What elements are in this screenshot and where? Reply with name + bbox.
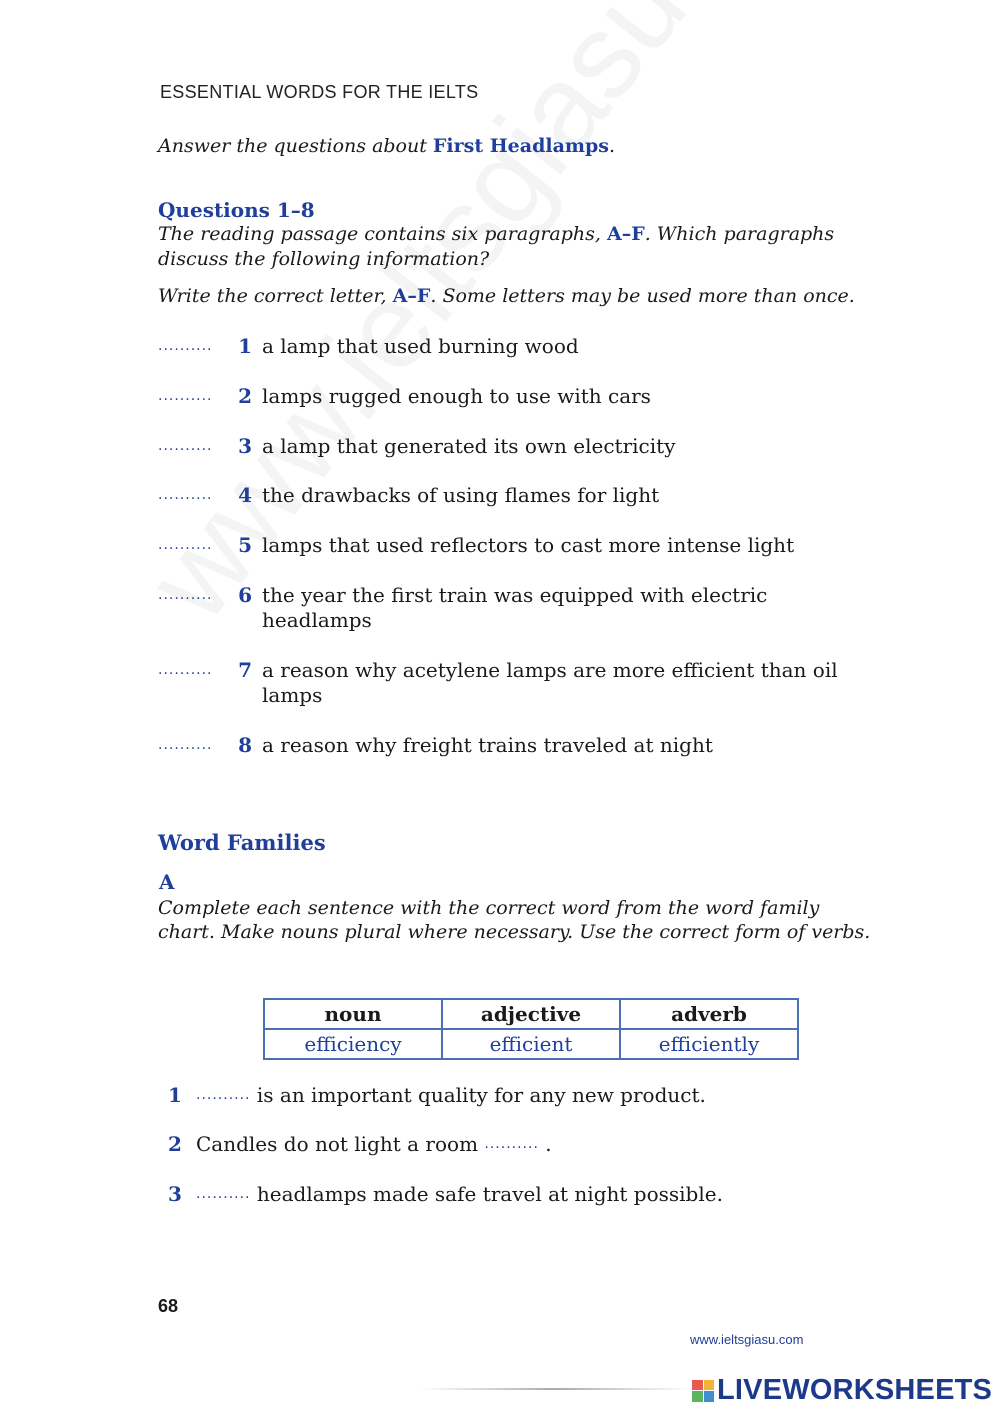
intro-instruction <box>158 135 615 157</box>
section-label: A <box>159 870 175 894</box>
question-number: 8 <box>238 733 252 757</box>
answer-blank[interactable]: .......... <box>158 537 213 553</box>
table-row <box>264 1029 798 1059</box>
table-cell: efficiently <box>620 1029 798 1059</box>
question-text: the drawbacks of using flames for light <box>262 483 660 507</box>
instruction-text-a: The reading passage contains six paragraphs, <box>158 223 607 245</box>
answer-blank[interactable]: .......... <box>158 438 213 454</box>
sentence-item <box>168 1182 723 1206</box>
word-family-table <box>263 998 799 1060</box>
answer-blank[interactable]: .......... <box>484 1136 539 1152</box>
answer-blank[interactable]: .......... <box>158 662 213 678</box>
sentence-after: headlamps made safe travel at night possible. <box>250 1182 723 1206</box>
liveworksheets-brand[interactable] <box>692 1374 992 1407</box>
liveworksheets-logo-icon <box>692 1380 714 1402</box>
question-text: lamps that used reflectors to cast more intense light <box>262 533 795 557</box>
intro-suffix: . <box>608 135 616 157</box>
instruction-range: A–F <box>606 223 645 245</box>
instruction2-text-a: Write the correct letter, <box>158 285 393 307</box>
table-cell: efficiency <box>264 1029 442 1059</box>
table-header: adverb <box>620 999 798 1029</box>
question-number: 5 <box>238 533 252 557</box>
answer-blank[interactable]: .......... <box>158 487 213 503</box>
table-header: noun <box>264 999 442 1029</box>
question-text: a lamp that used burning wood <box>262 334 579 358</box>
question-text: the year the first train was equipped with electric headlamps <box>262 583 768 632</box>
answer-blank[interactable]: .......... <box>158 737 213 753</box>
sentence-number: 1 <box>168 1083 182 1107</box>
question-item <box>158 334 878 359</box>
brand-name: LIVEWORKSHEETS <box>717 1374 993 1406</box>
sentence-item <box>168 1083 706 1107</box>
instruction-text-line2: discuss the following information? <box>158 248 490 270</box>
sentence-before: Candles do not light a room <box>196 1132 485 1156</box>
question-number: 4 <box>238 483 252 507</box>
sentence-number: 3 <box>168 1182 182 1206</box>
answer-blank[interactable]: .......... <box>158 587 213 603</box>
question-item <box>158 434 878 459</box>
question-item <box>158 483 878 508</box>
question-item <box>158 658 878 708</box>
instruction-text-b: . Which paragraphs <box>644 223 835 245</box>
question-text: a reason why freight trains traveled at night <box>262 733 713 757</box>
questions-instruction-2 <box>158 284 918 309</box>
answer-blank[interactable]: .......... <box>196 1087 251 1103</box>
table-cell: efficient <box>442 1029 620 1059</box>
question-number: 6 <box>238 583 252 607</box>
website-link[interactable]: www.ieltsgiasu.com <box>690 1332 804 1347</box>
sentence-after: . <box>538 1132 552 1156</box>
question-item <box>158 583 798 633</box>
question-item <box>158 384 878 409</box>
footer-divider <box>420 1388 690 1390</box>
question-number: 1 <box>238 334 252 358</box>
question-item <box>158 533 878 558</box>
questions-title: Questions 1–8 <box>158 198 315 222</box>
question-number: 2 <box>238 384 252 408</box>
question-number: 7 <box>238 658 252 682</box>
sentence-number: 2 <box>168 1132 182 1156</box>
sentence-item <box>168 1132 552 1156</box>
answer-blank[interactable]: .......... <box>158 388 213 404</box>
question-text: lamps rugged enough to use with cars <box>262 384 651 408</box>
page-number: 68 <box>158 1296 179 1316</box>
question-text: a lamp that generated its own electricity <box>262 434 676 458</box>
table-header: adjective <box>442 999 620 1029</box>
question-number: 3 <box>238 434 252 458</box>
table-header-row <box>264 999 798 1029</box>
word-families-instruction: Complete each sentence with the correct word from the word family chart. Make nouns plural where necessary. Use the correct form of verbs. <box>158 897 871 943</box>
sentence-after: is an important quality for any new product. <box>250 1083 706 1107</box>
instruction2-range: A–F <box>392 285 431 307</box>
intro-prefix: Answer the questions about <box>158 135 433 157</box>
question-item <box>158 733 878 758</box>
word-families-title: Word Families <box>158 830 326 855</box>
instruction2-text-b: . Some letters may be used more than once. <box>430 285 855 307</box>
answer-blank[interactable]: .......... <box>196 1186 251 1202</box>
answer-blank[interactable]: .......... <box>158 338 213 354</box>
question-text: a reason why acetylene lamps are more efficient than oil lamps <box>262 658 838 707</box>
book-header: ESSENTIAL WORDS FOR THE IELTS <box>160 82 479 102</box>
questions-instruction <box>158 222 918 272</box>
intro-topic: First Headlamps <box>432 135 609 157</box>
